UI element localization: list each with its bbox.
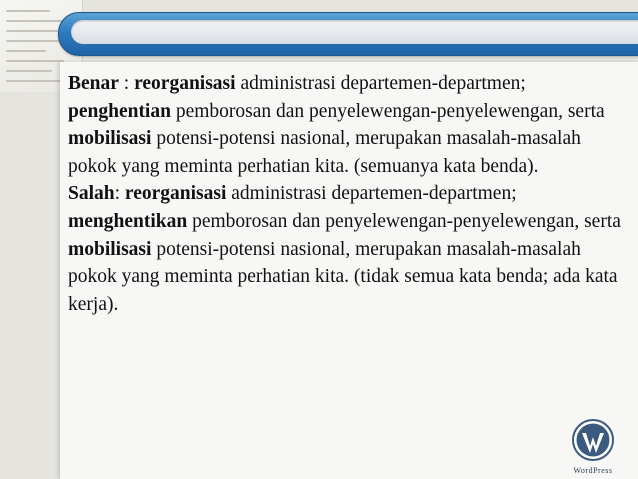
term-reorganisasi-2: reorganisasi bbox=[124, 183, 227, 205]
paragraph-benar: Benar : reorganisasi administrasi departemen-departmen; penghentian pemborosan dan penyelewengan-penyelewengan, serta mobilisasi potensi-potensi nasional, merupakan masalah-masalah pokok yang meminta perhatian kita. (semuanya kata benda). bbox=[68, 73, 605, 177]
label-benar: Benar bbox=[68, 73, 119, 94]
term-mobilisasi-2: mobilisasi bbox=[68, 238, 152, 260]
term-menghentikan: menghentikan bbox=[68, 210, 188, 232]
slide-content bbox=[60, 62, 638, 479]
text-block bbox=[68, 70, 628, 318]
term-mobilisasi: mobilisasi bbox=[68, 128, 152, 150]
header-bar bbox=[58, 12, 638, 56]
wordpress-caption: WordPress bbox=[573, 466, 613, 475]
header-bar-inner bbox=[71, 20, 638, 44]
term-reorganisasi: reorganisasi bbox=[134, 73, 236, 94]
paragraph-salah: Salah: reorganisasi administrasi departemen-departmen; menghentikan pemborosan dan penyelewengan-penyelewengan, serta mobilisasi potensi-potensi nasional, merupakan masalah-masalah pokok yang meminta perhatian kita. (tidak semua kata benda; ada kata kerja). bbox=[68, 183, 621, 315]
label-salah: Salah bbox=[68, 183, 115, 205]
wordpress-logo bbox=[556, 419, 630, 475]
wordpress-icon bbox=[572, 419, 614, 461]
term-penghentian: penghentian bbox=[68, 100, 171, 122]
